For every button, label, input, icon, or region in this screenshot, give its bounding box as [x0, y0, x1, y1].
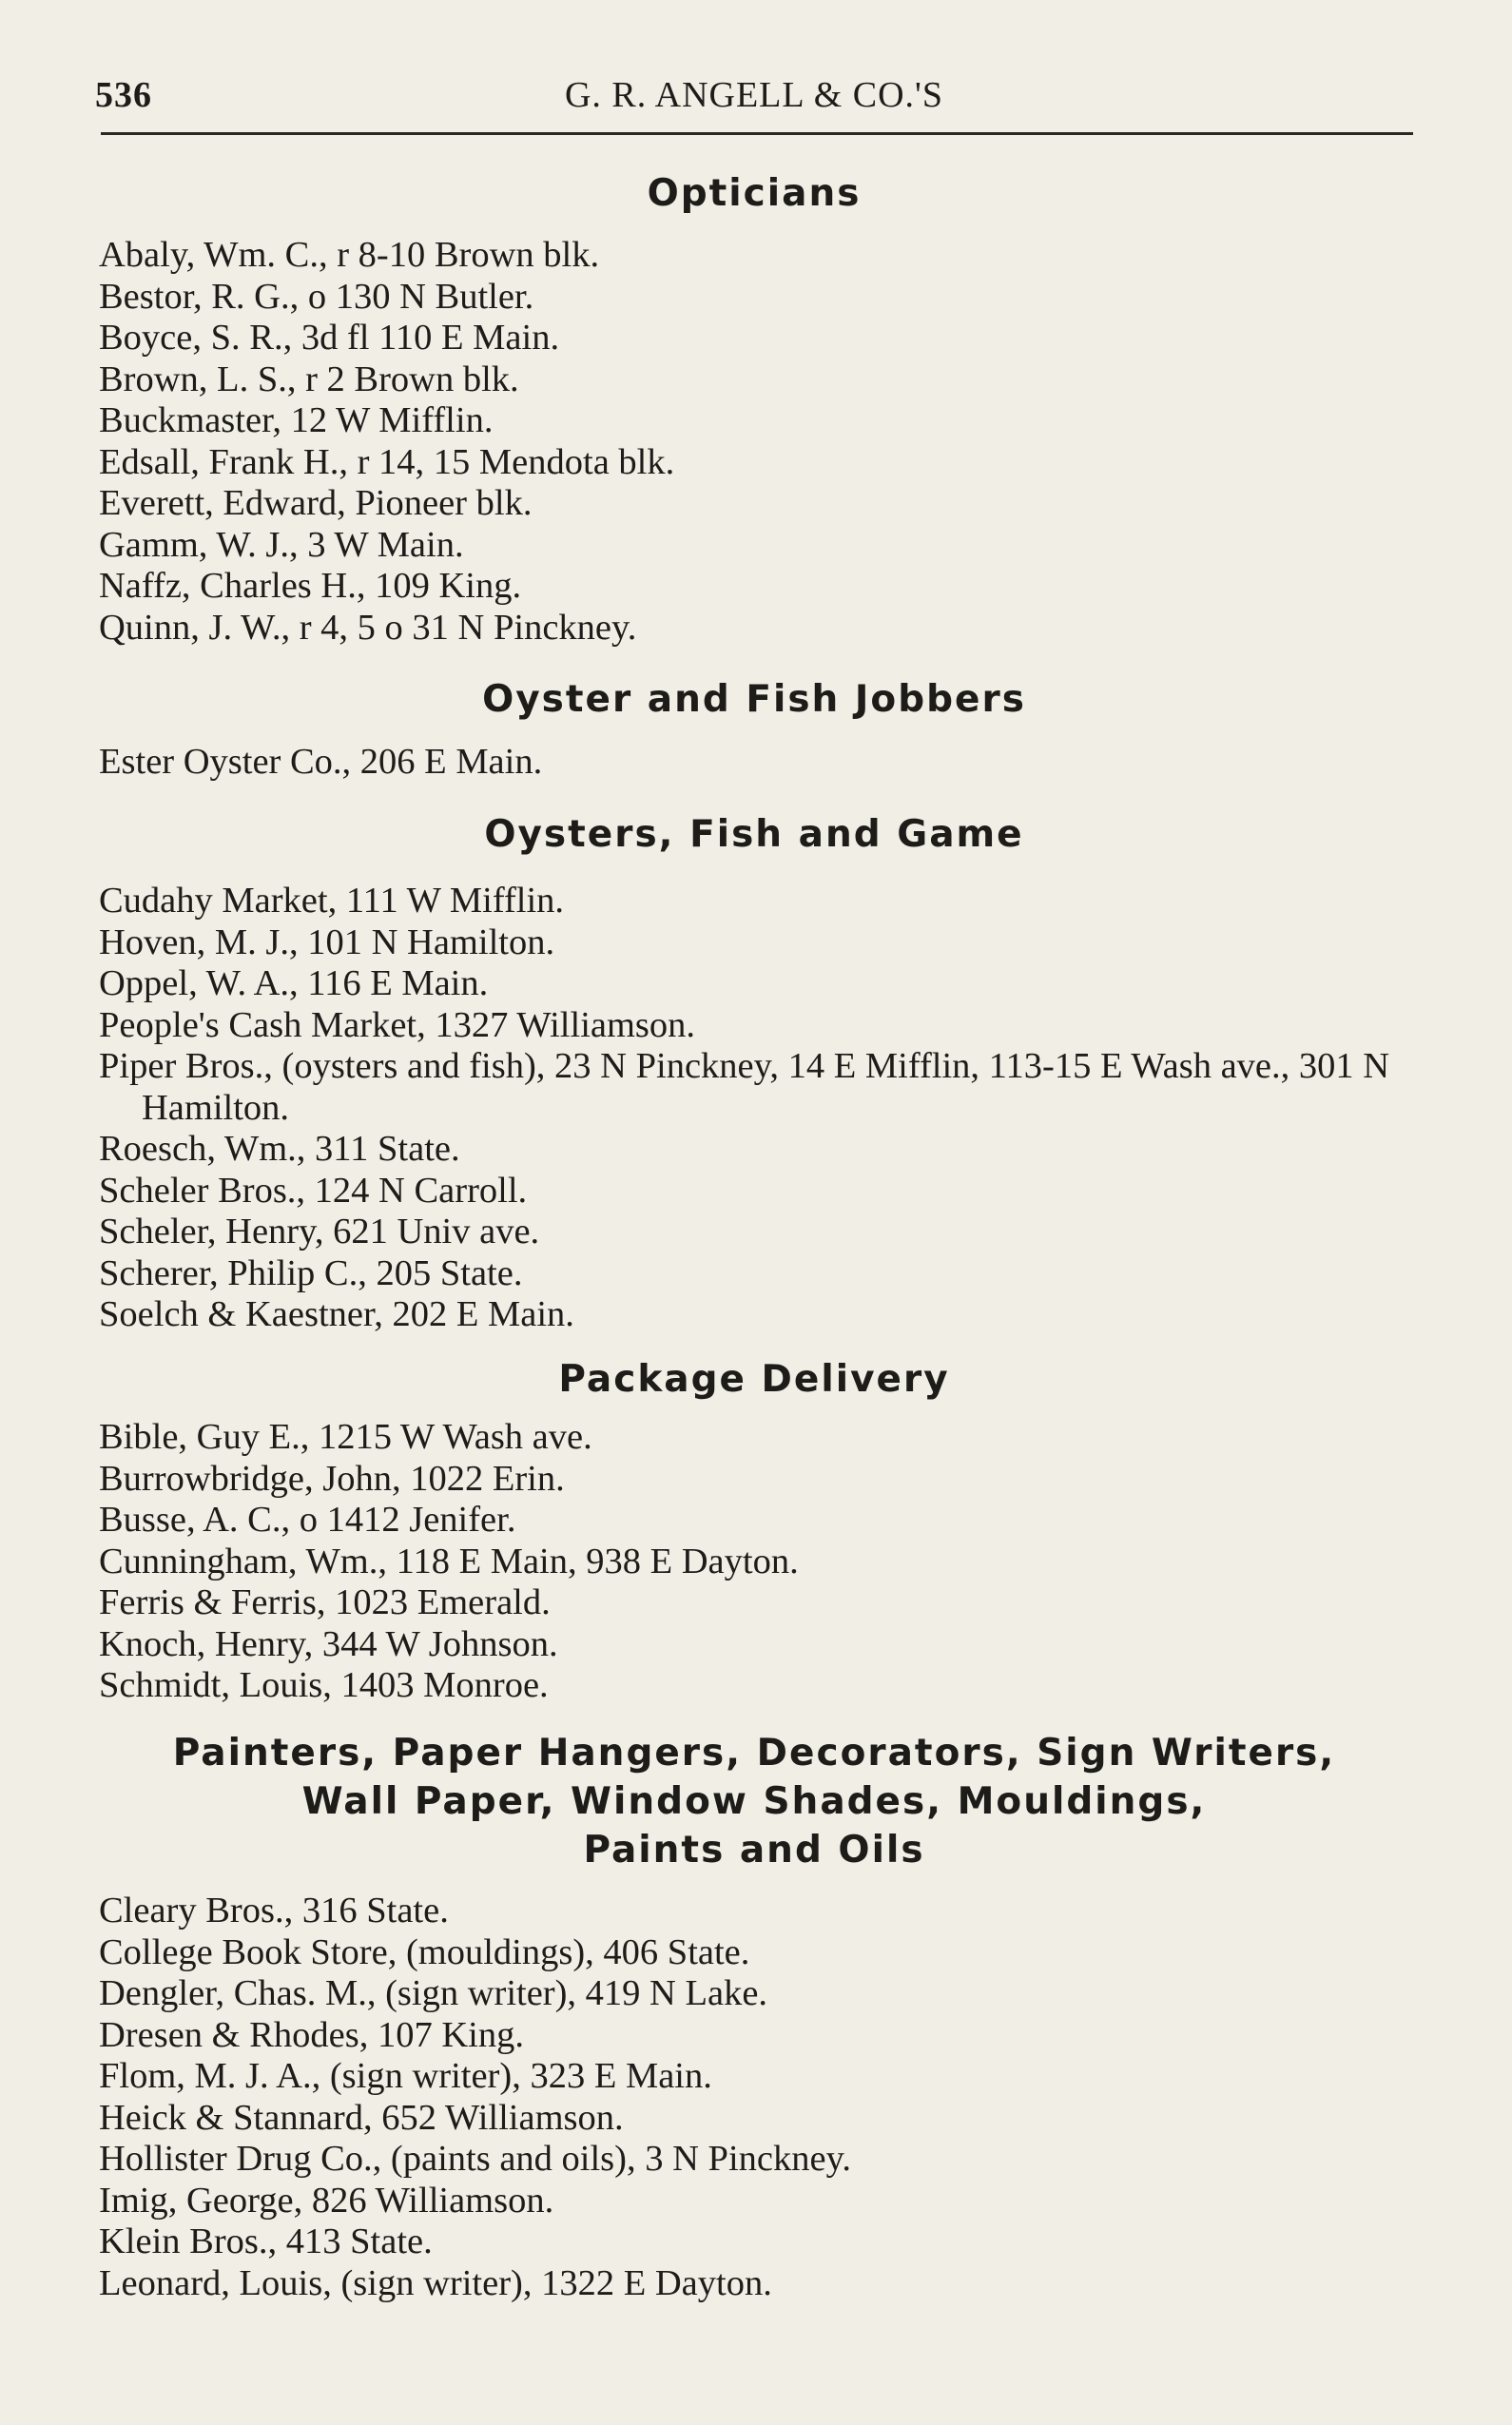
listing-entry: Hoven, M. J., 101 N Hamilton.	[99, 922, 555, 962]
section-list-package-delivery	[99, 1417, 1430, 1707]
section-heading-line: Paints and Oils	[583, 1829, 925, 1872]
listing-entry: Heick & Stannard, 652 Williamson.	[99, 2097, 624, 2138]
listing-entry: Flom, M. J. A., (sign writer), 323 E Main.	[99, 2056, 712, 2096]
running-head	[95, 74, 1413, 127]
listing-entry: Naffz, Charles H., 109 King.	[99, 566, 522, 606]
listing-entry: Bible, Guy E., 1215 W Wash ave.	[99, 1417, 592, 1457]
listing-entry: Boyce, S. R., 3d fl 110 E Main.	[99, 318, 560, 358]
section-list-painters	[99, 1891, 1430, 2304]
section-heading-oysters-fish-game: Oysters, Fish and Game	[484, 813, 1024, 856]
listing-entry: Oppel, W. A., 116 E Main.	[99, 963, 489, 1003]
section-heading-opticians: Opticians	[647, 172, 862, 215]
listing-entry: Buckmaster, 12 W Mifflin.	[99, 400, 494, 440]
listing-entry: Dresen & Rhodes, 107 King.	[99, 2014, 524, 2055]
page-number: 536	[95, 75, 152, 115]
listing-entry: Cunningham, Wm., 118 E Main, 938 E Dayton.	[99, 1541, 799, 1581]
listing-entry: Ferris & Ferris, 1023 Emerald.	[99, 1582, 551, 1622]
section-list-oysters-fish-game	[99, 881, 1430, 1336]
section-heading-line: Wall Paper, Window Shades, Mouldings,	[301, 1780, 1207, 1823]
section-heading-line: Painters, Paper Hangers, Decorators, Sign Writers,	[172, 1732, 1336, 1775]
listing-entry: Piper Bros., (oysters and fish), 23 N Pinckney, 14 E Mifflin, 113-15 E Wash ave., 301 N Hamilton.	[99, 1046, 1390, 1128]
listing-entry: Gamm, W. J., 3 W Main.	[99, 524, 464, 565]
listing-entry: Roesch, Wm., 311 State.	[99, 1129, 460, 1169]
listing-entry: Scheler, Henry, 621 Univ ave.	[99, 1212, 540, 1251]
listing-entry: College Book Store, (mouldings), 406 State.	[99, 1931, 750, 1972]
section-list-oyster-fish-jobbers	[99, 742, 1430, 784]
listing-entry: Hollister Drug Co., (paints and oils), 3 N Pinckney.	[99, 2139, 851, 2179]
listing-entry: Cudahy Market, 111 W Mifflin.	[99, 881, 565, 921]
listing-entry: Brown, L. S., r 2 Brown blk.	[99, 359, 519, 399]
listing-entry: Schmidt, Louis, 1403 Monroe.	[99, 1665, 549, 1705]
listing-entry: Busse, A. C., o 1412 Jenifer.	[99, 1500, 516, 1540]
section-heading-package-delivery: Package Delivery	[558, 1358, 950, 1401]
listing-entry: Scherer, Philip C., 205 State.	[99, 1252, 523, 1293]
listing-entry: Leonard, Louis, (sign writer), 1322 E Dayton.	[99, 2262, 772, 2303]
listing-entry: Burrowbridge, John, 1022 Erin.	[99, 1458, 565, 1499]
header-rule	[101, 132, 1413, 135]
running-title: G. R. ANGELL & CO.'S	[564, 75, 944, 115]
section-heading-oyster-fish-jobbers: Oyster and Fish Jobbers	[482, 678, 1026, 721]
listing-entry: Klein Bros., 413 State.	[99, 2221, 433, 2261]
listing-entry: Edsall, Frank H., r 14, 15 Mendota blk.	[99, 441, 675, 482]
listing-entry: Bestor, R. G., o 130 N Butler.	[99, 276, 534, 317]
listing-entry: Ester Oyster Co., 206 E Main.	[99, 742, 543, 782]
listing-entry: Soelch & Kaestner, 202 E Main.	[99, 1294, 574, 1334]
listing-entry: Scheler Bros., 124 N Carroll.	[99, 1170, 528, 1211]
listing-entry: Imig, George, 826 Williamson.	[99, 2180, 554, 2221]
listing-entry: Cleary Bros., 316 State.	[99, 1891, 449, 1930]
listing-entry: Knoch, Henry, 344 W Johnson.	[99, 1623, 558, 1664]
listing-entry: People's Cash Market, 1327 Williamson.	[99, 1004, 696, 1045]
listing-entry: Everett, Edward, Pioneer blk.	[99, 483, 533, 523]
section-list-opticians	[99, 235, 1430, 649]
section-heading-painters	[95, 1729, 1413, 1874]
listing-entry: Quinn, J. W., r 4, 5 o 31 N Pinckney.	[99, 607, 637, 648]
listing-entry: Dengler, Chas. M., (sign writer), 419 N Lake.	[99, 1973, 768, 2013]
listing-entry: Abaly, Wm. C., r 8-10 Brown blk.	[99, 235, 600, 275]
